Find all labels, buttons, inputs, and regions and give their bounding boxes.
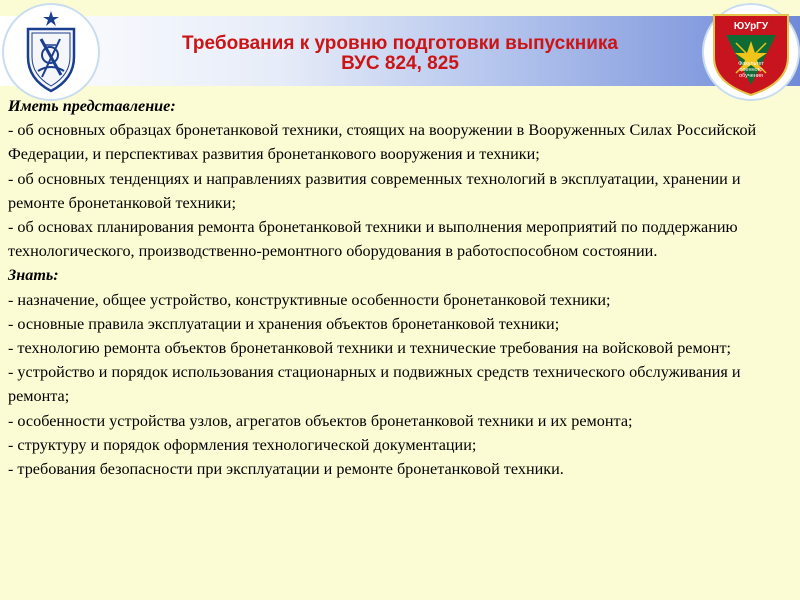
list-item: - назначение, общее устройство, конструктивные особенности бронетанковой техники; bbox=[8, 290, 611, 309]
list-item: - основные правила эксплуатации и хранения объектов бронетанковой техники; bbox=[8, 314, 560, 333]
list-item: - об основных тенденциях и направлениях развития современных технологий в эксплуатации, хранении и ремонте бронетанковой техники; bbox=[8, 169, 741, 212]
section-heading-awareness: Иметь представление: bbox=[8, 97, 176, 115]
list-item: - особенности устройства узлов, агрегатов объектов бронетанковой техники и их ремонта; bbox=[8, 411, 633, 430]
list-item: - об основных образцах бронетанковой техники, стоящих на вооружении в Вооруженных Силах Российской Федерации, и перспективах развития бронетанкового вооружения и техники; bbox=[8, 121, 757, 164]
requirements-content bbox=[8, 94, 794, 481]
faculty-logo-caption-2: военного bbox=[739, 67, 763, 73]
faculty-emblem-icon bbox=[704, 5, 798, 99]
faculty-logo-caption-3: обучения bbox=[739, 73, 763, 79]
university-emblem-logo bbox=[2, 3, 100, 101]
faculty-logo-top-text: ЮУрГУ bbox=[733, 21, 769, 32]
list-item: - технологию ремонта объектов бронетанковой техники и технические требования на войсковой ремонт; bbox=[8, 339, 732, 358]
faculty-logo-caption-1: Факультет bbox=[738, 61, 764, 67]
section-heading-knowledge: Знать: bbox=[8, 266, 59, 285]
page-title: Требования к уровню подготовки выпускника bbox=[182, 33, 618, 54]
list-item: - устройство и порядок использования стационарных и подвижных средств технического обслуживания и ремонта; bbox=[8, 363, 741, 406]
list-item: - об основах планирования ремонта бронетанковой техники и выполнения мероприятий по поддержанию технологического, производственно-ремонтного оборудования в работоспособном состоянии. bbox=[8, 218, 738, 261]
university-emblem-icon bbox=[4, 5, 98, 99]
list-item: - структуру и порядок оформления технологической документации; bbox=[8, 435, 477, 454]
faculty-emblem-logo bbox=[702, 3, 800, 101]
list-item: - требования безопасности при эксплуатации и ремонте бронетанковой техники. bbox=[8, 460, 564, 479]
page-subtitle: ВУС 824, 825 bbox=[341, 53, 459, 74]
